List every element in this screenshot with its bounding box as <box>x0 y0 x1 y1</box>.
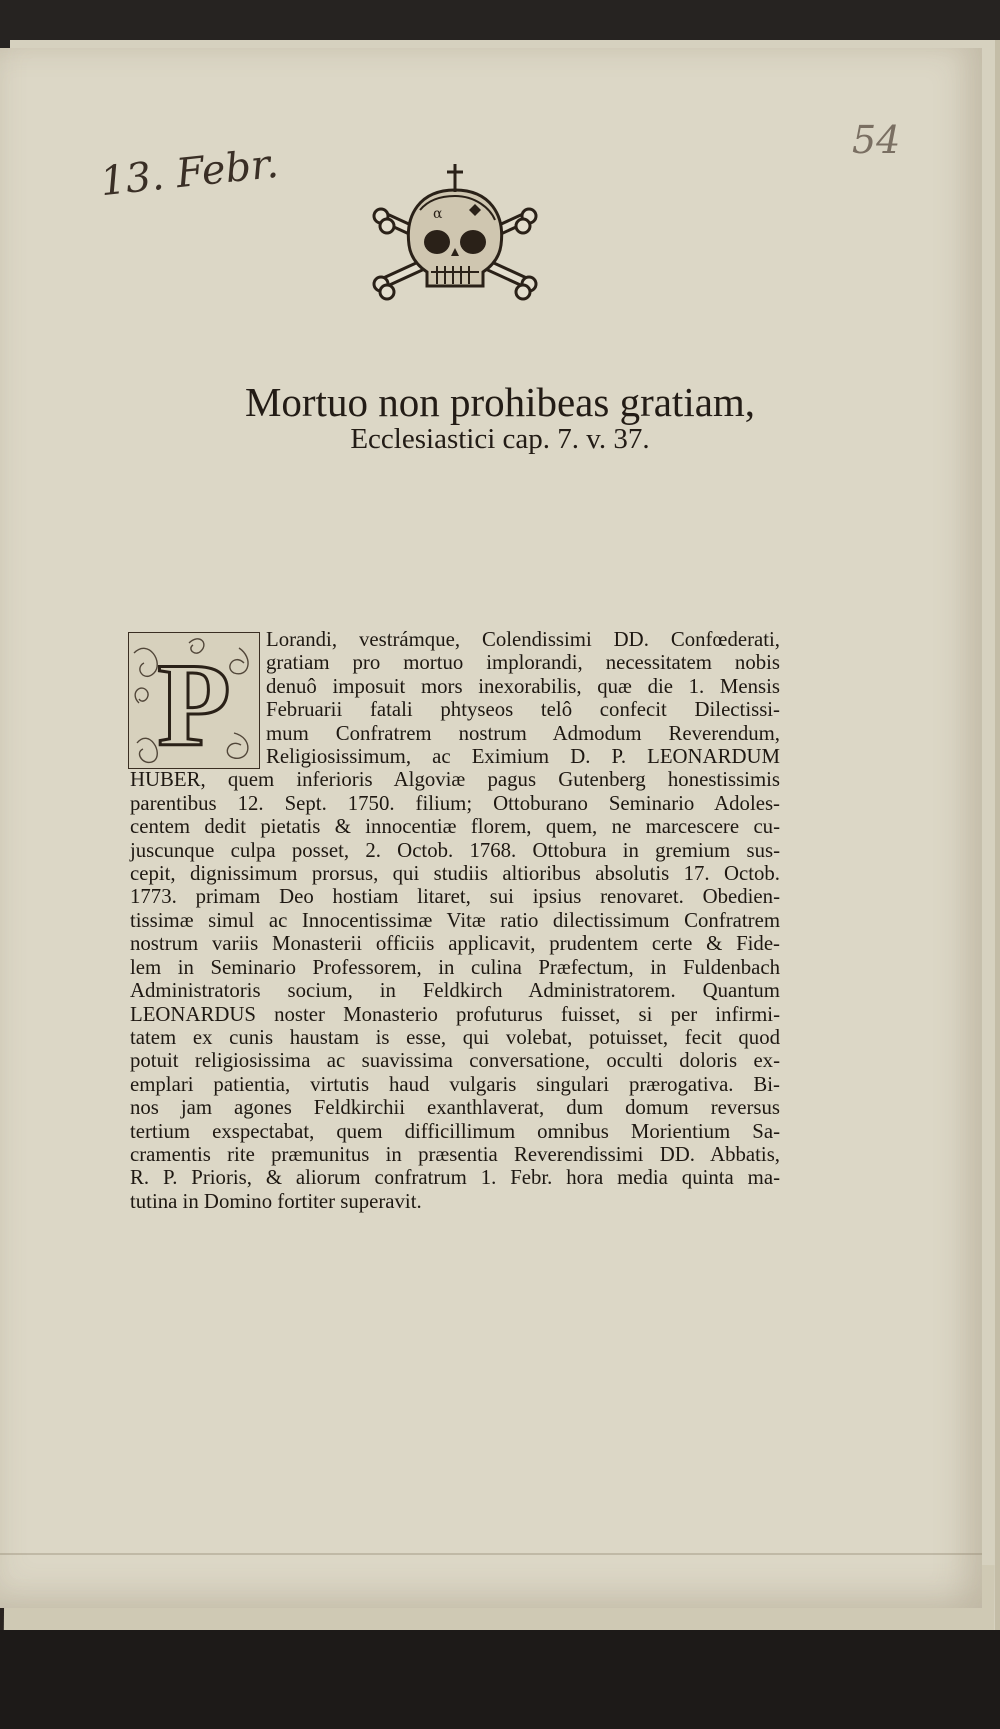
document-title: Mortuo non prohibeas gratiam, <box>244 379 756 425</box>
folio-number: 54 <box>852 118 901 162</box>
text-line: denuô imposuit mors inexorabilis, quæ die 1. Mensis <box>266 674 780 698</box>
text-line: Lorandi, vestrámque, Colendissimi DD. Confœderati, <box>266 628 780 651</box>
text-line: LEONARDUS noster Monasterio profuturus fuisset, si per infirmi- <box>130 1002 780 1026</box>
text-line: emplari patientia, virtutis haud vulgaris singulari prærogativa. Bi- <box>130 1072 780 1096</box>
text-line: R. P. Prioris, & aliorum confratrum 1. Febr. hora media quinta ma- <box>130 1166 780 1190</box>
text-line: gratiam pro mortuo implorandi, necessitatem nobis <box>266 651 780 675</box>
text-line: tutina in Domino fortiter superavit. <box>130 1189 422 1213</box>
text-line: cramentis rite præmunitus in præsentia Reverendissimi DD. Abbatis, <box>130 1142 780 1166</box>
scan-background-bottom <box>0 1630 1000 1729</box>
text-line: Religiosissimum, ac Eximium D. P. LEONARDUM <box>266 745 780 769</box>
text-line: lem in Seminario Professorem, in culina Præfectum, in Fuldenbach <box>130 955 780 979</box>
text-line: juscunque culpa posset, 2. Octob. 1768. Ottobura in gremium sus- <box>130 838 780 862</box>
text-line: 1773. primam Deo hostiam litaret, sui ipsius renovaret. Obedien- <box>130 885 780 909</box>
handwritten-date: 13. Febr. <box>98 140 281 206</box>
skull-crossbones-emblem <box>365 160 545 320</box>
text-line: tertium exspectabat, quem difficillimum omnibus Morientium Sa- <box>130 1119 780 1143</box>
fold-crease <box>0 1553 982 1555</box>
text-line: HUBER, quem inferioris Algoviæ pagus Gutenberg honestissimis <box>130 768 780 792</box>
text-line: mum Confratrem nostrum Admodum Reverendum, <box>266 721 780 745</box>
svg-text:α: α <box>433 206 443 222</box>
scripture-reference: Ecclesiastici cap. 7. v. 37. <box>350 423 650 455</box>
initial-letter: P <box>157 638 231 769</box>
text-line: tatem ex cunis haustam is esse, qui volebat, potuisset, fecit quod <box>130 1025 780 1049</box>
text-line: potuit religiosissima ac suavissima conversatione, occulti doloris ex- <box>130 1049 780 1073</box>
text-line: parentibus 12. Sept. 1750. filium; Ottoburano Seminario Adoles- <box>130 791 780 815</box>
text-line: Administratoris socium, in Feldkirch Administratorem. Quantum <box>130 979 780 1003</box>
text-line: tissimæ simul ac Innocentissimæ Vitæ ratio dilectissimum Confratrem <box>130 908 780 932</box>
text-line: nos jam agones Feldkirchii exanthlaverat, dum domum reversus <box>130 1096 780 1120</box>
text-line: cepit, dignissimum prorsus, qui studiis altioribus absolutis 17. Octob. <box>130 862 780 886</box>
text-line: centem dedit pietatis & innocentiæ florem, quem, ne marcescere cu- <box>130 815 780 839</box>
text-line: Februarii fatali phtyseos telô confecit Dilectissi- <box>266 698 780 722</box>
body-paragraph <box>130 628 780 1213</box>
text-line: nostrum variis Monasterii officiis applicavit, prudentem certe & Fide- <box>130 932 780 956</box>
